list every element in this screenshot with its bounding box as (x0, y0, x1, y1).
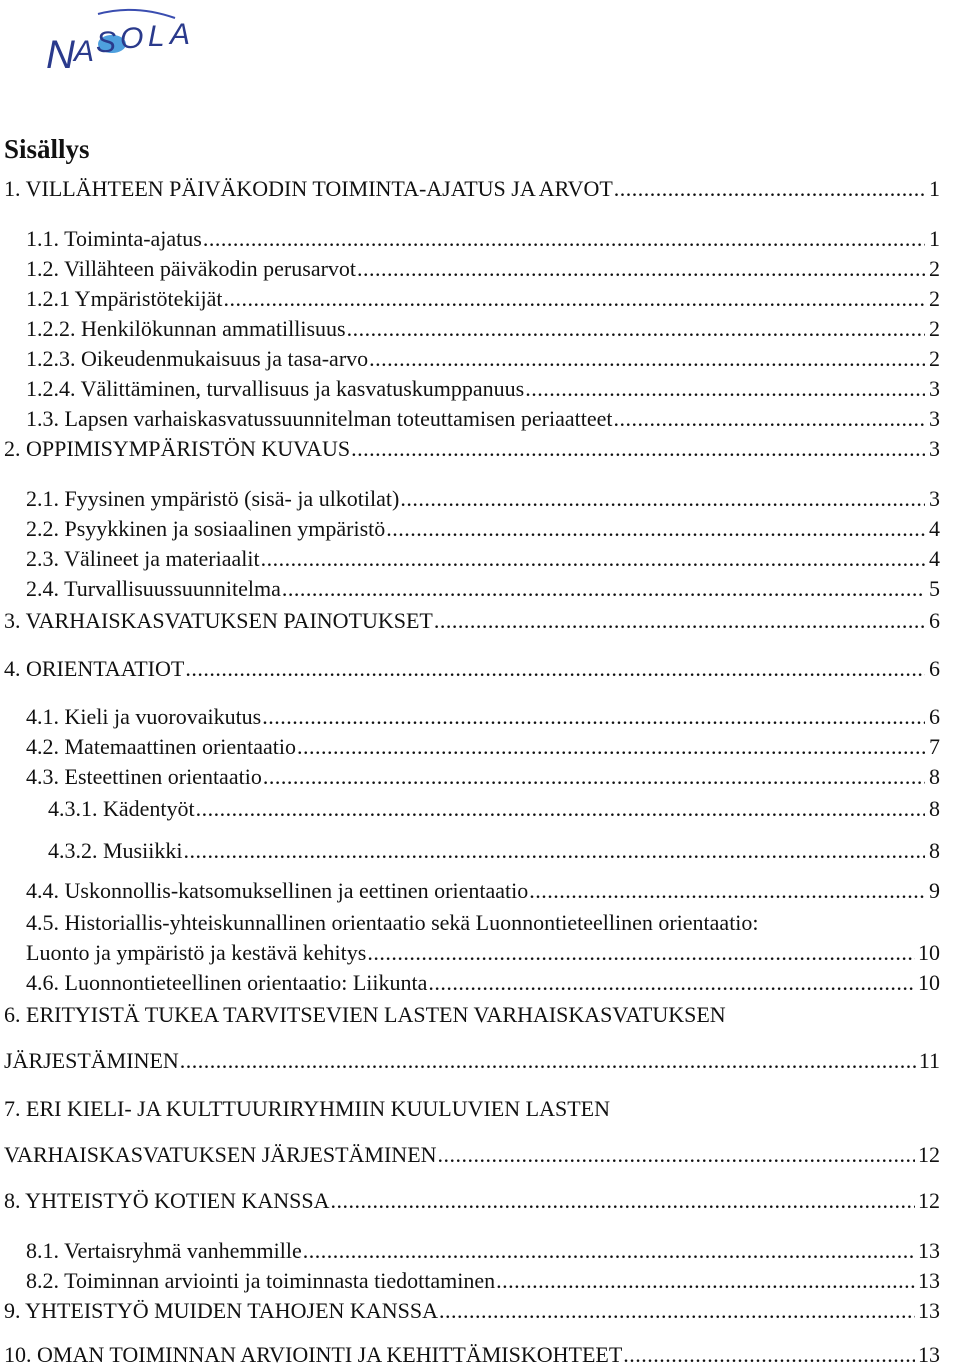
toc-entry-continued[interactable]: 4.5. Historiallis-yhteiskunnallinen orientaatio sekä Luonnontieteellinen orientaatio: (26, 910, 759, 935)
toc-entry[interactable]: 2.2. Psyykkinen ja sosiaalinen ympäristö ..... 4 (26, 512, 940, 542)
toc-entry[interactable]: 4.3.1. Kädentyöt ..... 8 (48, 792, 940, 822)
toc-entry[interactable]: 2. OPPIMISYMPÄRISTÖN KUVAUS ..... 3 (4, 432, 940, 462)
toc-entry[interactable]: 8.1. Vertaisryhmä vanhemmille ..... 13 (26, 1234, 940, 1264)
toc-entry[interactable]: 1. VILLÄHTEEN PÄIVÄKODIN TOIMINTA-AJATUS JA ARVOT ..... 1 (4, 172, 940, 202)
svg-text:L: L (148, 20, 165, 53)
toc-entry[interactable]: 1.2.2. Henkilökunnan ammatillisuus ..... 2 (26, 312, 940, 342)
toc-entry[interactable]: 8. YHTEISTYÖ KOTIEN KANSSA ..... 12 (4, 1184, 940, 1214)
nasola-logo (40, 6, 250, 78)
toc-entry[interactable]: 1.2.4. Välittäminen, turvallisuus ja kasvatuskumppanuus ..... 3 (26, 372, 940, 402)
toc-entry[interactable]: 4.3.2. Musiikki ..... 8 (48, 834, 940, 864)
toc-entry[interactable]: 2.1. Fyysinen ympäristö (sisä- ja ulkotilat) ..... 3 (26, 482, 940, 512)
toc-entry[interactable]: 1.1. Toiminta-ajatus ..... 1 (26, 222, 940, 252)
toc-entry[interactable]: 10. OMAN TOIMINNAN ARVIOINTI JA KEHITTÄMISKOHTEET ..... 13 (4, 1338, 940, 1368)
toc-entry[interactable]: 4.6. Luonnontieteellinen orientaatio: Liikunta ..... 10 (26, 966, 940, 996)
toc-entry-continued[interactable]: 7. ERI KIELI- JA KULTTUURIRYHMIIN KUULUVIEN LASTEN (4, 1096, 610, 1121)
toc-entry[interactable]: 4.4. Uskonnollis-katsomuksellinen ja eettinen orientaatio ..... 9 (26, 874, 940, 904)
svg-text:S: S (96, 26, 117, 59)
toc-entry[interactable]: 8.2. Toiminnan arviointi ja toiminnasta tiedottaminen ..... 13 (26, 1264, 940, 1294)
toc-entry[interactable]: 4. ORIENTAATIOT ..... 6 (4, 652, 940, 682)
toc-entry[interactable]: 1.3. Lapsen varhaiskasvatussuunnitelman toteuttamisen periaatteet ..... 3 (26, 402, 940, 432)
toc-entry[interactable]: 1.2.1 Ympäristötekijät ..... 2 (26, 282, 940, 312)
toc-entry[interactable]: 2.4. Turvallisuussuunnitelma ..... 5 (26, 572, 940, 602)
toc-entry[interactable]: 4.1. Kieli ja vuorovaikutus ..... 6 (26, 700, 940, 730)
toc-entry[interactable]: 1.2.3. Oikeudenmukaisuus ja tasa-arvo ..... 2 (26, 342, 940, 372)
toc-entry[interactable]: 1.2. Villähteen päiväkodin perusarvot ..... 2 (26, 252, 940, 282)
toc-entry[interactable]: 3. VARHAISKASVATUKSEN PAINOTUKSET ..... 6 (4, 604, 940, 634)
svg-text:N: N (46, 33, 75, 77)
toc-entry[interactable]: VARHAISKASVATUKSEN JÄRJESTÄMINEN ..... 12 (4, 1138, 940, 1168)
toc-entry[interactable]: JÄRJESTÄMINEN ..... 11 (4, 1044, 940, 1074)
toc-entry[interactable]: Luonto ja ympäristö ja kestävä kehitys ..... 10 (26, 936, 940, 966)
svg-text:A: A (74, 35, 95, 68)
toc-entry[interactable]: 2.3. Välineet ja materiaalit ..... 4 (26, 542, 940, 572)
toc-entry[interactable]: 4.2. Matemaattinen orientaatio ..... 7 (26, 730, 940, 760)
toc-entry[interactable]: 4.3. Esteettinen orientaatio ..... 8 (26, 760, 940, 790)
toc-entry[interactable]: 9. YHTEISTYÖ MUIDEN TAHOJEN KANSSA ..... 13 (4, 1294, 940, 1324)
toc-heading: Sisällys (4, 134, 90, 164)
svg-text:O: O (120, 22, 144, 55)
toc-entry-continued[interactable]: 6. ERITYISTÄ TUKEA TARVITSEVIEN LASTEN VARHAISKASVATUKSEN (4, 1002, 726, 1027)
svg-text:A: A (170, 18, 191, 51)
